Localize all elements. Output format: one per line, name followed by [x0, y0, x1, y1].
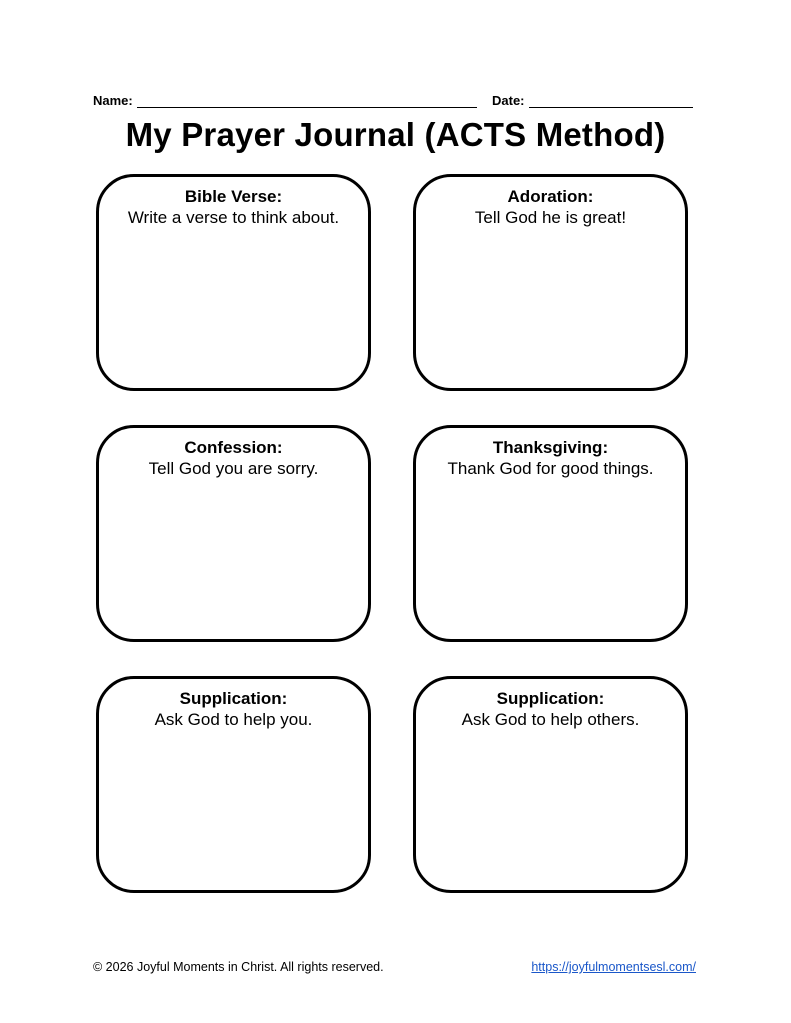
box-prompt: Write a verse to think about.	[127, 208, 340, 227]
box-title: Bible Verse:	[184, 187, 283, 206]
date-field[interactable]	[492, 93, 693, 108]
name-field[interactable]	[93, 93, 477, 108]
box-prompt: Ask God to help others.	[461, 710, 640, 729]
box-prompt: Tell God you are sorry.	[148, 459, 319, 478]
thanksgiving-box[interactable]	[413, 425, 688, 642]
box-title: Supplication:	[179, 689, 288, 708]
box-title: Thanksgiving:	[492, 438, 609, 457]
box-prompt: Ask God to help you.	[154, 710, 313, 729]
name-label: Name:	[93, 93, 133, 108]
copyright-notice: © 2026 Joyful Moments in Christ. All rights reserved.	[93, 960, 384, 974]
bible-verse-box[interactable]	[96, 174, 371, 391]
website-link[interactable]: https://joyfulmomentsesl.com/	[531, 960, 696, 974]
box-title: Adoration:	[507, 187, 594, 206]
adoration-box[interactable]	[413, 174, 688, 391]
page-title: My Prayer Journal (ACTS Method)	[125, 116, 666, 153]
box-title: Confession:	[184, 438, 283, 457]
name-write-line[interactable]	[137, 96, 477, 108]
date-label: Date:	[492, 93, 525, 108]
box-prompt: Thank God for good things.	[447, 459, 654, 478]
supplication-others-box[interactable]	[413, 676, 688, 893]
box-title: Supplication:	[496, 689, 605, 708]
box-prompt: Tell God he is great!	[474, 208, 627, 227]
confession-box[interactable]	[96, 425, 371, 642]
supplication-self-box[interactable]	[96, 676, 371, 893]
date-write-line[interactable]	[529, 96, 693, 108]
